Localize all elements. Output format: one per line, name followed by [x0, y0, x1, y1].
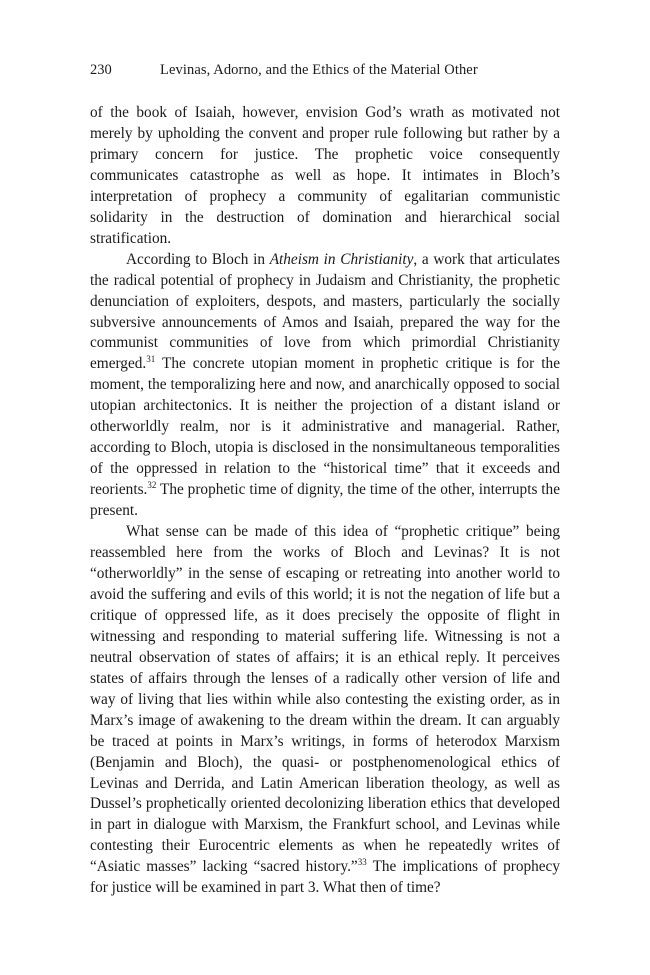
- paragraph-1: [90, 103, 560, 250]
- footnote-ref-32[interactable]: 32: [147, 480, 157, 491]
- footnote-ref-31[interactable]: 31: [146, 354, 156, 365]
- running-head-title: Levinas, Adorno, and the Ethics of the Material Other: [160, 62, 478, 78]
- body-text: [90, 103, 560, 899]
- paragraph-2-text-d: The prophetic time of dignity, the time of the other, interrupts the present.: [90, 481, 560, 520]
- book-title-italic: Atheism in Christianity: [269, 250, 414, 268]
- paragraph-3-text-a: What sense can be made of this idea of “prophetic critique” being reassembled here from the works of Bloch and Levinas? It is not “otherworldly” in the sense of escaping or retreating into another world to avoid the suffering and evils of this world; it is not the negation of life but a critique of oppressed life, as it does precisely the opposite of flight in witnessing and responding to material suffering life. Witnessing is not a neutral observation of states of affairs; it is an ethical reply. It perceives states of affairs through the lenses of a radically other version of life and way of living that lies within while also contesting the existing order, as in Marx’s image of awakening to the dream within the dream. It can arguably be traced at points in Marx’s writings, in forms of heterodox Marxism (Benjamin and Bloch), the quasi- or postphenomenological ethics of Levinas and Derrida, and Latin American liberation theology, as well as Dussel’s prophetically oriented decolonizing liberation ethics that developed in part in dialogue with Marxism, the Frankfurt school, and Levinas while contesting their Eurocentric elements as when he repeatedly writes of “Asiatic masses” lacking “sacred history.”: [90, 523, 560, 876]
- paragraph-3: [90, 522, 560, 899]
- footnote-ref-33[interactable]: 33: [357, 857, 367, 868]
- paragraph-2-text-a: According to Bloch in: [126, 250, 270, 268]
- paragraph-2-text-b: , a work that articulates the radical potential of prophecy in Judaism and Christianity, the prophetic denunciation of exploiters, despots, and masters, particularly the socially subversive announcements of Amos and Isaiah, prepared the way for the communist communities of love from which primordial Christianity emerged.: [90, 250, 560, 373]
- page-number: 230: [90, 62, 112, 78]
- paragraph-3-text-b: The implications of prophecy for justice will be examined in part 3. What then of time?: [90, 858, 560, 897]
- paragraph-2-text-c: The concrete utopian moment in prophetic critique is for the moment, the temporalizing here and now, and anarchically opposed to social utopian architectonics. It is neither the projection of a distant island or otherworldly realm, nor is it administrative and managerial. Rather, according to Bloch, utopia is disclosed in the nonsimultaneous temporalities of the oppressed in relation to the “historical time” that it exceeds and reorients.: [90, 355, 560, 499]
- running-head: [90, 60, 560, 80]
- paragraph-1-text: of the book of Isaiah, however, envision God’s wrath as motivated not merely by upholding the convent and proper rule following but rather by a primary concern for justice. The prophetic voice consequently communicates catastrophe as well as hope. It intimates in Bloch’s interpretation of prophecy a community of egalitarian communistic solidarity in the destruction of domination and hierarchical social stratification.: [90, 104, 560, 247]
- paragraph-2: [90, 250, 560, 522]
